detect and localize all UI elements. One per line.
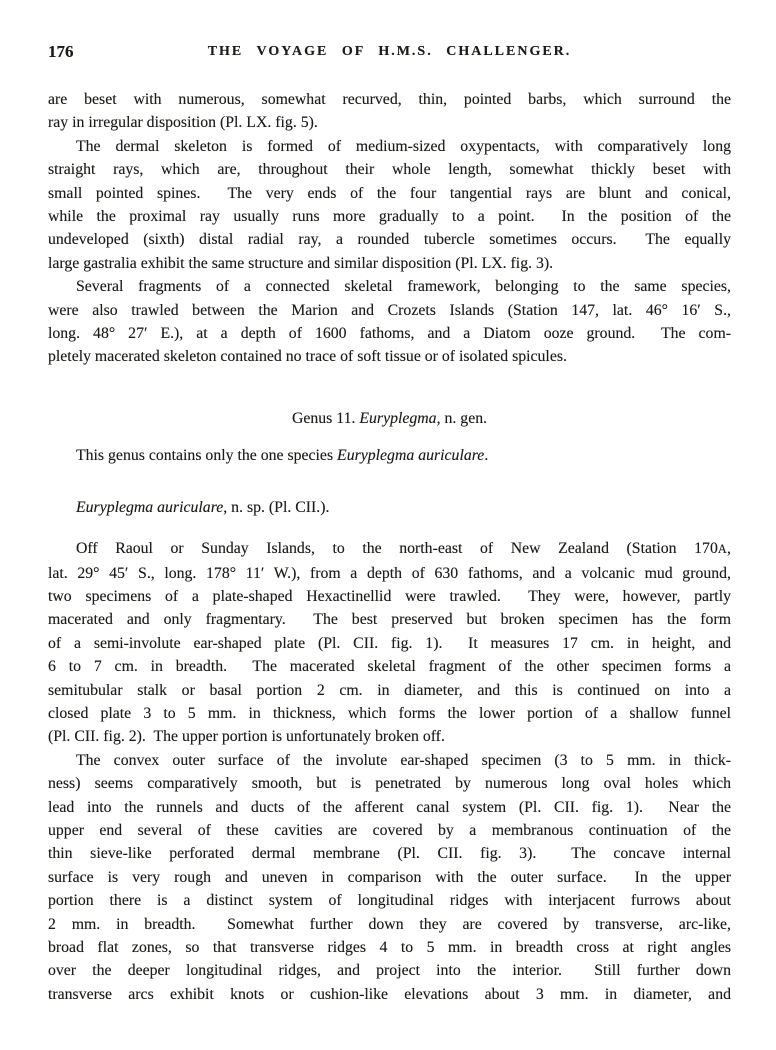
text-line: while the proximal ray usually runs more gradually to a point. In the position of the bbox=[48, 208, 731, 226]
italic-text-run: Euryplegma auriculare bbox=[76, 498, 224, 516]
text-line: pletely macerated skeleton contained no trace of soft tissue or of isolated spicules. bbox=[48, 348, 567, 366]
text-line: were also trawled between the Marion and Crozets Islands (Station 147, lat. 46° 16′ S., bbox=[48, 301, 731, 319]
genus-heading bbox=[48, 407, 731, 430]
text-run: . bbox=[484, 447, 489, 465]
text-line: lead into the runnels and ducts of the afferent canal system (Pl. CII. fig. 1). Near the bbox=[48, 798, 731, 816]
text-line: macerated and only fragmentary. The best preserved but broken specimen has the form bbox=[48, 611, 731, 629]
text-run: , n. sp. (Pl. CII.). bbox=[223, 498, 330, 516]
text-line: ray in irregular disposition (Pl. LX. fig. 5). bbox=[48, 114, 318, 132]
text-line: broad flat zones, so that transverse ridges 4 to 5 mm. in breadth cross at right angles bbox=[48, 939, 731, 956]
text-line: lat. 29° 45′ S., long. 178° 11′ W.), from a depth of 630 fathoms, and a volcanic mud ground, bbox=[48, 564, 731, 582]
text-line: straight rays, which are, throughout their whole length, somewhat thickly beset with bbox=[48, 161, 731, 179]
text-line: 2 mm. in breadth. Somewhat further down they are covered by transverse, arc-like, bbox=[48, 915, 731, 933]
page-number: 176 bbox=[48, 42, 74, 61]
text-line: Several fragments of a connected skeletal framework, belonging to the same species, bbox=[76, 278, 731, 296]
italic-text-run: Euryplegma bbox=[359, 409, 437, 427]
text-line: small pointed spines. The very ends of the four tangential rays are blunt and conical, bbox=[48, 184, 731, 202]
running-header bbox=[48, 42, 731, 62]
text-line: large gastralia exhibit the same structure and similar disposition (Pl. LX. fig. 3). bbox=[48, 254, 554, 272]
text-line: The dermal skeleton is formed of medium-sized oxypentacts, with comparatively long bbox=[76, 137, 731, 155]
text-line bbox=[48, 537, 731, 561]
text-line: upper end several of these cavities are covered by a membranous continuation of the bbox=[48, 821, 731, 839]
text-line: ness) seems comparatively smooth, but is penetrated by numerous long oval holes which bbox=[48, 775, 731, 793]
text-line: of a semi-involute ear-shaped plate (Pl. CII. fig. 1). It measures 17 cm. in height, and bbox=[48, 634, 731, 652]
running-title: THE VOYAGE OF H.M.S. CHALLENGER. bbox=[207, 44, 572, 59]
text-line: closed plate 3 to 5 mm. in thickness, which forms the lower portion of a shallow funnel bbox=[48, 704, 731, 722]
text-line: are beset with numerous, somewhat recurved, thin, pointed barbs, which surround the bbox=[48, 91, 731, 108]
paragraph-off-raoul bbox=[48, 537, 731, 749]
paragraph-barbs bbox=[48, 88, 731, 135]
paragraph-convex-surface bbox=[48, 749, 731, 1006]
page-body bbox=[48, 88, 731, 1006]
genus-note-line bbox=[48, 444, 731, 467]
text-line: over the deeper longitudinal ridges, and project into the interior. Still further down bbox=[48, 962, 731, 980]
text-line: transverse arcs exhibit knots or cushion-like elevations about 3 mm. in diameter, and bbox=[48, 985, 731, 1003]
text-line: undeveloped (sixth) distal radial ray, a rounded tubercle sometimes occurs. The equally bbox=[48, 231, 731, 249]
text-run: This genus contains only the one species bbox=[76, 447, 338, 465]
text-line: portion there is a distinct system of longitudinal ridges with interjacent furrows about bbox=[48, 892, 731, 910]
text-run: Off Raoul or Sunday Islands, to the north-east of New Zealand (Station 170 bbox=[76, 540, 718, 558]
text-line: 6 to 7 cm. in breadth. The macerated skeletal fragment of the other specimen forms a bbox=[48, 658, 731, 676]
text-line: long. 48° 27′ E.), at a depth of 1600 fathoms, and a Diatom ooze ground. The com- bbox=[48, 325, 731, 343]
text-run: , bbox=[727, 540, 731, 558]
text-line: (Pl. CII. fig. 2). The upper portion is unfortunately broken off. bbox=[48, 728, 445, 746]
paragraph-dermal-skeleton bbox=[48, 135, 731, 275]
text-line: surface is very rough and uneven in comparison with the outer surface. In the upper bbox=[48, 868, 731, 886]
text-line: The convex outer surface of the involute ear-shaped specimen (3 to 5 mm. in thick- bbox=[76, 751, 731, 769]
text-line: thin sieve-like perforated dermal membrane (Pl. CII. fig. 3). The concave internal bbox=[48, 845, 731, 863]
species-heading bbox=[48, 496, 731, 519]
paragraph-skeletal-framework bbox=[48, 275, 731, 369]
text-line: semitubular stalk or basal portion 2 cm. in diameter, and this is continued on into a bbox=[48, 681, 731, 699]
text-run: Genus 11. bbox=[291, 409, 360, 427]
text-line: two specimens of a plate-shaped Hexactinellid were trawled. They were, however, partly bbox=[48, 587, 731, 605]
text-run: , n. gen. bbox=[436, 409, 488, 427]
italic-text-run: Euryplegma auriculare bbox=[337, 447, 485, 465]
smallcap-text-run: A bbox=[717, 542, 728, 557]
